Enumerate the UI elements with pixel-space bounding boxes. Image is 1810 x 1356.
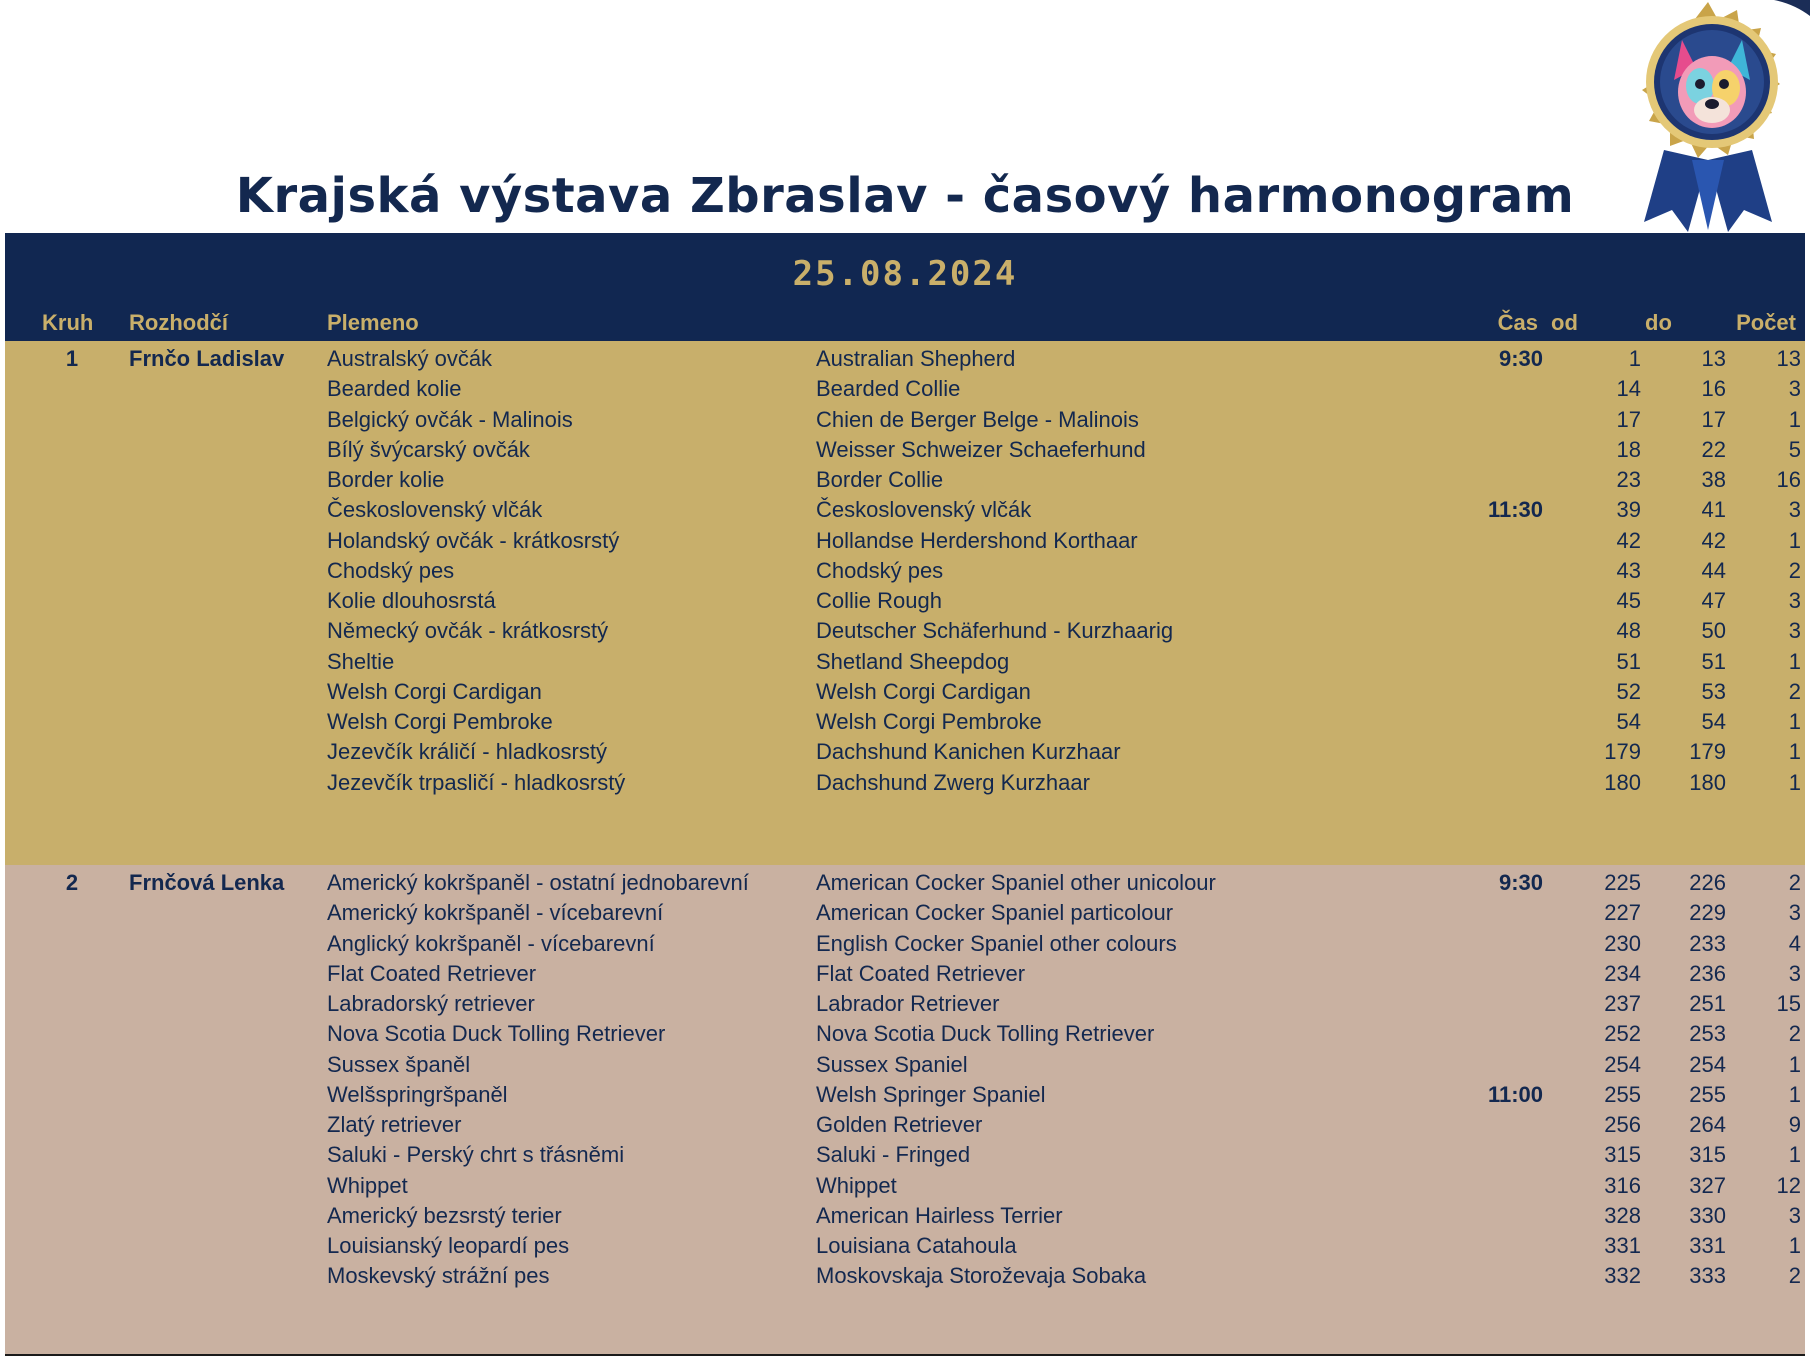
catalog-to: 331 — [1689, 1233, 1726, 1258]
header-kruh: Kruh — [42, 310, 94, 335]
header-od: od — [1551, 310, 1578, 335]
entry-count: 1 — [1788, 406, 1801, 432]
catalog-from: 54 — [1616, 709, 1641, 734]
breed-name-en: Sussex Spaniel — [816, 1051, 968, 1077]
header-time: Čas — [1497, 310, 1538, 335]
catalog-from: 52 — [1616, 678, 1641, 704]
start-time: 9:30 — [1498, 346, 1543, 371]
table-row — [5, 1258, 1805, 1293]
entry-count: 4 — [1788, 930, 1801, 956]
header-count: Počet — [1736, 310, 1796, 335]
catalog-from: 234 — [1604, 960, 1641, 986]
catalog-to: 226 — [1689, 870, 1726, 895]
breed-name-en: Deutscher Schäferhund - Kurzhaarig — [816, 618, 1174, 644]
breed-name-cz: Whippet — [327, 1172, 408, 1198]
breed-name-en: Labrador Retriever — [816, 991, 1000, 1016]
breed-name-en: Collie Rough — [816, 588, 942, 613]
catalog-from: 39 — [1616, 497, 1641, 523]
breed-name-en: Dachshund Zwerg Kurzhaar — [816, 769, 1090, 795]
entry-count: 12 — [1776, 1172, 1801, 1198]
breed-name-en: Dachshund Kanichen Kurzhaar — [816, 739, 1121, 765]
entry-count: 2 — [1788, 1263, 1801, 1289]
breed-name-cz: Nova Scotia Duck Tolling Retriever — [327, 1021, 666, 1047]
entry-count: 3 — [1788, 1202, 1801, 1228]
breed-name-en: Bearded Collie — [816, 376, 961, 402]
breed-name-en: Border Collie — [816, 467, 944, 492]
ring-2-group — [5, 865, 1805, 1356]
catalog-to: 264 — [1689, 1112, 1726, 1137]
breed-name-cz: Saluki - Perský chrt s třásněmi — [327, 1142, 625, 1168]
catalog-to: 180 — [1689, 769, 1726, 795]
judge-name: Frnčo Ladislav — [129, 346, 285, 371]
breed-name-cz: Americký kokršpaněl - vícebarevní — [327, 900, 664, 926]
catalog-from: 18 — [1616, 436, 1641, 462]
breed-name-cz: Americký kokršpaněl - ostatní jednobarevní — [327, 870, 749, 895]
catalog-from: 42 — [1616, 527, 1641, 553]
catalog-from: 332 — [1604, 1263, 1641, 1289]
catalog-to: 17 — [1701, 406, 1726, 432]
entry-count: 1 — [1788, 769, 1801, 795]
entry-count: 2 — [1788, 870, 1801, 895]
breed-name-cz: Holandský ovčák - krátkosrstý — [327, 527, 620, 553]
catalog-to: 255 — [1689, 1081, 1726, 1107]
catalog-from: 225 — [1604, 870, 1641, 895]
breed-name-en: Shetland Sheepdog — [816, 648, 1010, 674]
breed-name-en: Golden Retriever — [816, 1112, 983, 1137]
breed-name-cz: Bílý švýcarský ovčák — [327, 436, 530, 462]
breed-name-cz: Belgický ovčák - Malinois — [327, 406, 573, 432]
breed-name-en: English Cocker Spaniel other colours — [816, 930, 1177, 956]
event-date: 25.08.2024 — [792, 254, 1018, 294]
entry-count: 2 — [1788, 678, 1801, 704]
catalog-to: 16 — [1701, 376, 1726, 402]
breed-name-en: Welsh Springer Spaniel — [816, 1081, 1046, 1107]
breed-name-cz: Welsh Corgi Pembroke — [327, 709, 553, 734]
catalog-from: 256 — [1604, 1112, 1641, 1137]
catalog-to: 333 — [1689, 1263, 1726, 1289]
breed-name-en: American Hairless Terrier — [816, 1202, 1063, 1228]
catalog-to: 44 — [1701, 557, 1726, 583]
catalog-from: 255 — [1604, 1081, 1641, 1107]
catalog-from: 254 — [1604, 1051, 1641, 1077]
breed-name-en: Whippet — [816, 1172, 897, 1198]
breed-name-en: Hollandse Herdershond Korthaar — [816, 527, 1138, 553]
start-time: 9:30 — [1498, 870, 1543, 895]
breed-name-cz: Chodský pes — [327, 557, 455, 583]
entry-count: 3 — [1788, 376, 1801, 402]
breed-name-en: Welsh Corgi Cardigan — [816, 678, 1031, 704]
catalog-to: 47 — [1701, 588, 1726, 613]
entry-count: 1 — [1788, 1081, 1801, 1107]
entry-count: 1 — [1788, 709, 1801, 734]
breed-name-cz: Německý ovčák - krátkosrstý — [327, 618, 609, 644]
judge-name: Frnčová Lenka — [129, 870, 285, 895]
catalog-to: 236 — [1689, 960, 1726, 986]
catalog-to: 53 — [1701, 678, 1726, 704]
header-breed: Plemeno — [327, 310, 419, 335]
breed-name-cz: Flat Coated Retriever — [327, 960, 537, 986]
catalog-from: 179 — [1604, 739, 1641, 765]
breed-name-en: Weisser Schweizer Schaeferhund — [816, 436, 1146, 462]
breed-name-en: Moskovskaja Storoževaja Sobaka — [816, 1263, 1147, 1289]
entry-count: 2 — [1788, 1021, 1801, 1047]
catalog-to: 41 — [1701, 497, 1726, 523]
catalog-to: 327 — [1689, 1172, 1726, 1198]
breed-name-cz: Anglický kokršpaněl - vícebarevní — [327, 930, 655, 956]
catalog-to: 179 — [1689, 739, 1726, 765]
breed-name-cz: Moskevský strážní pes — [327, 1263, 550, 1289]
catalog-to: 253 — [1689, 1021, 1726, 1047]
catalog-to: 233 — [1689, 930, 1726, 956]
catalog-from: 328 — [1604, 1202, 1641, 1228]
page-title: Krajská výstava Zbraslav - časový harmonogram — [235, 168, 1575, 224]
catalog-from: 45 — [1616, 588, 1641, 613]
entry-count: 3 — [1788, 497, 1801, 523]
breed-name-cz: Welsh Corgi Cardigan — [327, 678, 542, 704]
catalog-from: 17 — [1616, 406, 1641, 432]
breed-name-en: Nova Scotia Duck Tolling Retriever — [816, 1021, 1155, 1047]
header-do: do — [1645, 310, 1672, 335]
breed-name-cz: Welšspringršpaněl — [327, 1081, 508, 1107]
header-judge: Rozhodčí — [129, 310, 228, 335]
catalog-from: 315 — [1604, 1142, 1641, 1168]
catalog-to: 22 — [1701, 436, 1726, 462]
entry-count: 3 — [1788, 960, 1801, 986]
start-time: 11:30 — [1487, 497, 1543, 523]
breed-name-cz: Jezevčík trpasličí - hladkosrstý — [327, 769, 626, 795]
breed-name-cz: Australský ovčák — [327, 346, 493, 371]
breed-name-en: Welsh Corgi Pembroke — [816, 709, 1042, 734]
catalog-from: 252 — [1604, 1021, 1641, 1047]
catalog-to: 254 — [1689, 1051, 1726, 1077]
breed-name-cz: Americký bezsrstý terier — [327, 1202, 562, 1228]
catalog-to: 251 — [1689, 991, 1726, 1016]
entry-count: 15 — [1776, 991, 1801, 1016]
catalog-to: 51 — [1701, 648, 1726, 674]
breed-name-cz: Zlatý retriever — [327, 1112, 462, 1137]
catalog-from: 316 — [1604, 1172, 1641, 1198]
catalog-from: 331 — [1604, 1233, 1641, 1258]
catalog-to: 54 — [1701, 709, 1726, 734]
entry-count: 3 — [1788, 900, 1801, 926]
entry-count: 1 — [1788, 1051, 1801, 1077]
entry-count: 1 — [1788, 648, 1801, 674]
breed-name-en: American Cocker Spaniel other unicolour — [816, 870, 1216, 895]
breed-name-en: American Cocker Spaniel particolour — [816, 900, 1174, 926]
entry-count: 16 — [1776, 467, 1801, 492]
table-row — [5, 765, 1805, 800]
breed-name-en: Chodský pes — [816, 557, 944, 583]
catalog-from: 1 — [1628, 346, 1641, 371]
breed-name-en: Louisiana Catahoula — [816, 1233, 1017, 1258]
catalog-from: 48 — [1616, 618, 1641, 644]
breed-name-cz: Jezevčík králičí - hladkosrstý — [327, 739, 607, 765]
entry-count: 1 — [1788, 1233, 1801, 1258]
entry-count: 9 — [1788, 1112, 1801, 1137]
ring-1-group — [5, 341, 1805, 867]
breed-name-en: Československý vlčák — [816, 497, 1032, 523]
ring-number: 2 — [65, 870, 79, 895]
catalog-to: 50 — [1701, 618, 1726, 644]
catalog-from: 14 — [1616, 376, 1641, 402]
breed-name-cz: Sussex španěl — [327, 1051, 471, 1077]
catalog-from: 230 — [1604, 930, 1641, 956]
breed-name-cz: Sheltie — [327, 648, 395, 674]
catalog-to: 315 — [1689, 1142, 1726, 1168]
breed-name-cz: Československý vlčák — [327, 497, 543, 523]
entry-count: 1 — [1788, 527, 1801, 553]
entry-count: 1 — [1788, 1142, 1801, 1168]
breed-name-cz: Kolie dlouhosrstá — [327, 588, 496, 613]
catalog-from: 43 — [1616, 557, 1641, 583]
catalog-from: 227 — [1604, 900, 1641, 926]
rosette-award-dog-icon — [1604, 0, 1810, 234]
catalog-from: 51 — [1616, 648, 1641, 674]
entry-count: 3 — [1788, 618, 1801, 644]
entry-count: 13 — [1776, 346, 1801, 371]
start-time: 11:00 — [1487, 1081, 1543, 1107]
catalog-to: 330 — [1689, 1202, 1726, 1228]
breed-name-en: Australian Shepherd — [816, 346, 1016, 371]
catalog-from: 237 — [1604, 991, 1641, 1016]
entry-count: 2 — [1788, 557, 1801, 583]
catalog-to: 38 — [1701, 467, 1726, 492]
entry-count: 5 — [1788, 436, 1801, 462]
ring-number: 1 — [65, 346, 79, 371]
catalog-to: 13 — [1701, 346, 1726, 371]
breed-name-cz: Labradorský retriever — [327, 991, 535, 1016]
entry-count: 1 — [1788, 739, 1801, 765]
breed-name-en: Chien de Berger Belge - Malinois — [816, 406, 1139, 432]
breed-name-en: Saluki - Fringed — [816, 1142, 971, 1168]
breed-name-cz: Border kolie — [327, 467, 445, 492]
breed-name-cz: Bearded kolie — [327, 376, 462, 402]
breed-name-en: Flat Coated Retriever — [816, 960, 1026, 986]
entry-count: 3 — [1788, 588, 1801, 613]
catalog-to: 229 — [1689, 900, 1726, 926]
catalog-from: 23 — [1616, 467, 1641, 492]
breed-name-cz: Louisianský leopardí pes — [327, 1233, 570, 1258]
catalog-to: 42 — [1701, 527, 1726, 553]
catalog-from: 180 — [1604, 769, 1641, 795]
